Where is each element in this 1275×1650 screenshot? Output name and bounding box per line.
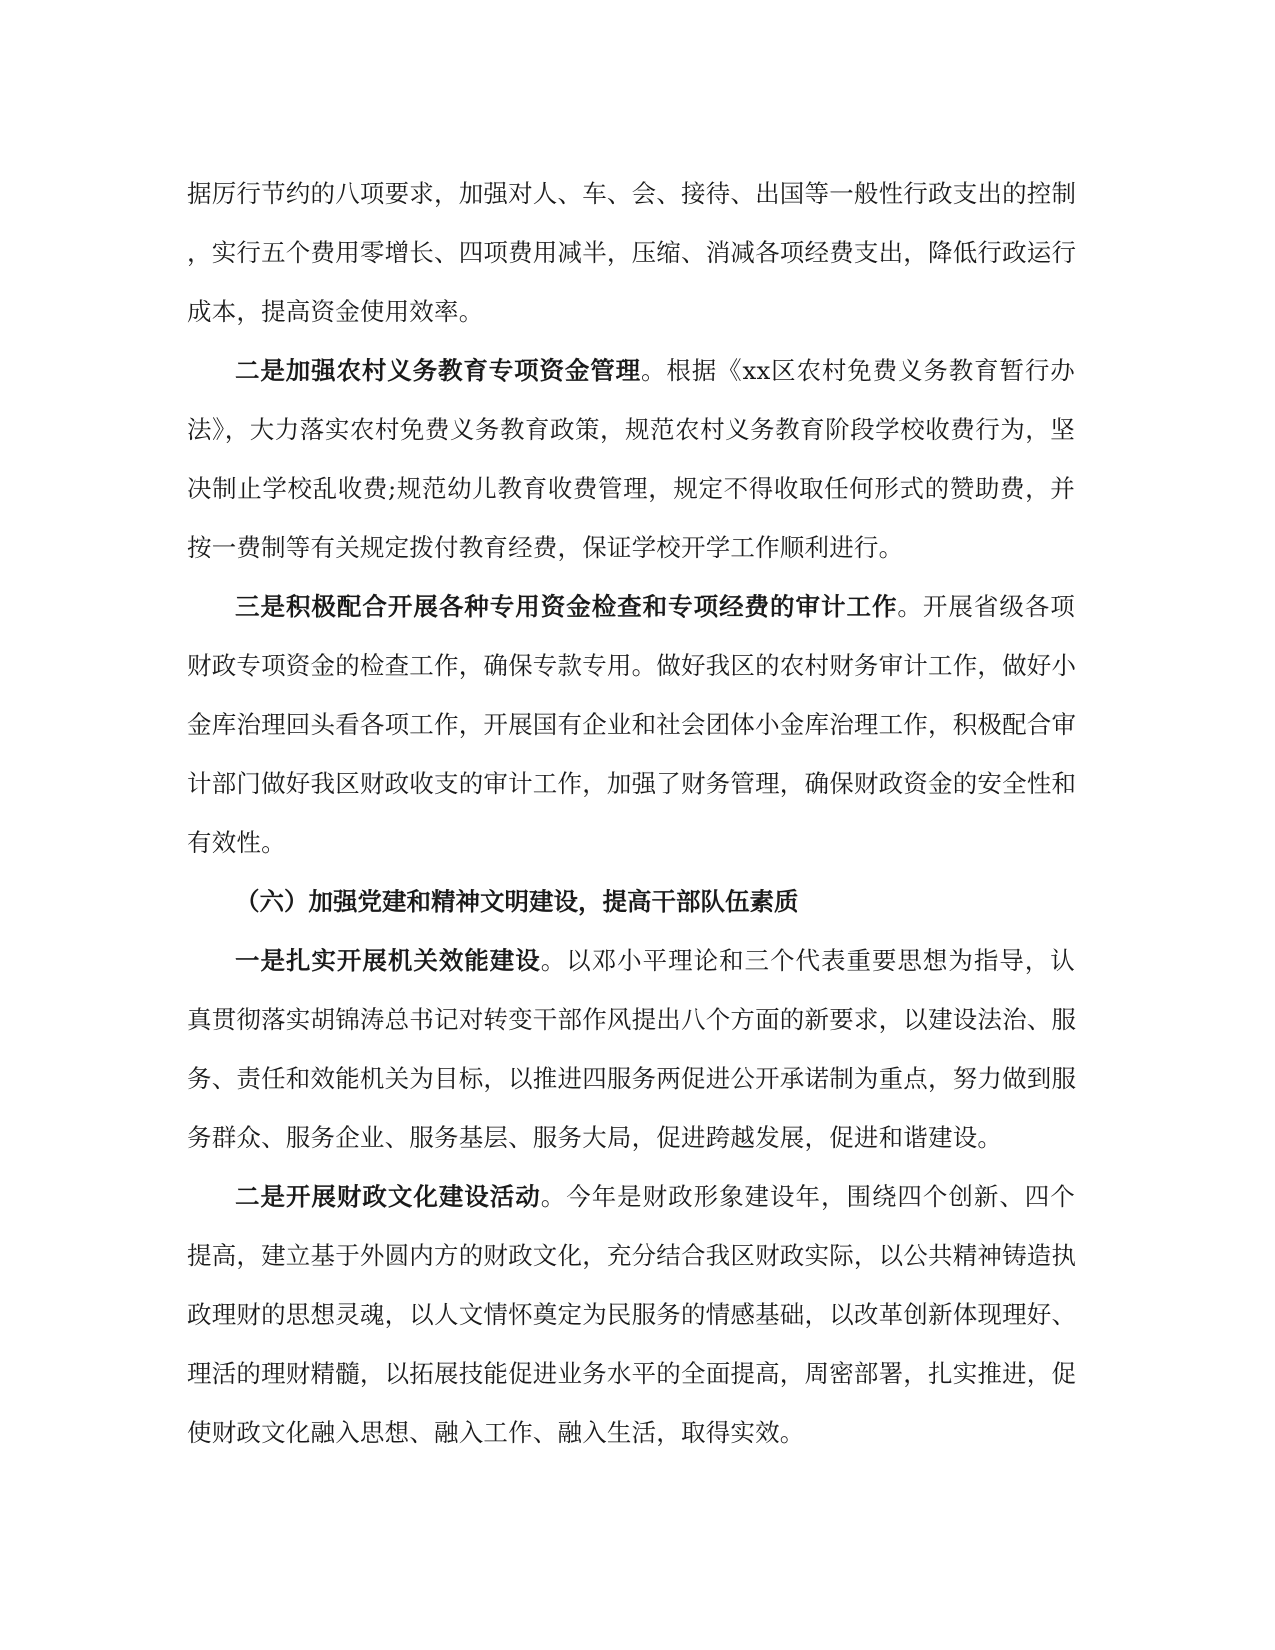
text-line: 使财政文化融入思想、融入工作、融入生活，取得实效。 [187, 1418, 805, 1447]
text-line: 政理财的思想灵魂，以人文情怀奠定为民服务的情感基础，以改革创新体现理好、 [187, 1300, 1077, 1329]
paragraph-efficiency-building [187, 931, 1075, 1167]
text-line: 决制止学校乱收费;规范幼儿教育收费管理，规定不得收取任何形式的赞助费，并 [187, 474, 1075, 503]
text-fragment: 。以邓小平理论和三个代表重要思想为指导，认 [540, 946, 1075, 975]
paragraph-rural-education-funds [187, 341, 1075, 577]
text-line: 真贯彻落实胡锦涛总书记对转变干部作风提出八个方面的新要求，以建设法治、服 [187, 1005, 1077, 1034]
paragraph-lead: 三是积极配合开展各种专用资金检查和专项经费的审计工作 [235, 592, 898, 621]
text-line: 据厉行节约的八项要求，加强对人、车、会、接待、出国等一般性行政支出的控制 [187, 179, 1077, 208]
paragraph-lead: 一是扎实开展机关效能建设 [235, 946, 541, 975]
text-line: 有效性。 [187, 828, 286, 857]
text-line: 务群众、服务企业、服务基层、服务大局，促进跨越发展，促进和谐建设。 [187, 1123, 1003, 1152]
text-line: ，实行五个费用零增长、四项费用减半，压缩、消减各项经费支出，降低行政运行 [187, 238, 1077, 267]
text-line: 按一费制等有关规定拨付教育经费，保证学校开学工作顺利进行。 [187, 533, 904, 562]
paragraph-audit-work [187, 577, 1075, 872]
text-line: 计部门做好我区财政收支的审计工作，加强了财务管理，确保财政资金的安全性和 [187, 769, 1077, 798]
document-body [187, 164, 1075, 1462]
text-line-first [187, 341, 1075, 400]
text-line-first [187, 931, 1075, 990]
text-fragment: 。今年是财政形象建设年，围绕四个创新、四个 [540, 1182, 1075, 1211]
text-line: 财政专项资金的检查工作，确保专款专用。做好我区的农村财务审计工作，做好小 [187, 651, 1077, 680]
section-heading: （六）加强党建和精神文明建设，提高干部队伍素质 [235, 887, 799, 916]
text-line: 提高，建立基于外圆内方的财政文化，充分结合我区财政实际，以公共精神铸造执 [187, 1241, 1077, 1270]
paragraph-frugality-continued [187, 164, 1075, 341]
text-line: 成本，提高资金使用效率。 [187, 297, 484, 326]
text-line: 金库治理回头看各项工作，开展国有企业和社会团体小金库治理工作，积极配合审 [187, 710, 1077, 739]
text-line-first [187, 1167, 1075, 1226]
text-line: 理活的理财精髓，以拓展技能促进业务水平的全面提高，周密部署，扎实推进，促 [187, 1359, 1077, 1388]
paragraph-finance-culture [187, 1167, 1075, 1462]
text-line: 法》，大力落实农村免费义务教育政策，规范农村义务教育阶段学校收费行为，坚 [187, 415, 1075, 444]
text-fragment: 。根据《xx区农村免费义务教育暂行办 [640, 356, 1075, 385]
text-fragment: 。开展省级各项 [897, 592, 1075, 621]
text-line-first [187, 577, 1075, 636]
text-line: 务、责任和效能机关为目标，以推进四服务两促进公开承诺制为重点，努力做到服 [187, 1064, 1077, 1093]
paragraph-lead: 二是加强农村义务教育专项资金管理 [235, 356, 641, 385]
paragraph-lead: 二是开展财政文化建设活动 [235, 1182, 541, 1211]
